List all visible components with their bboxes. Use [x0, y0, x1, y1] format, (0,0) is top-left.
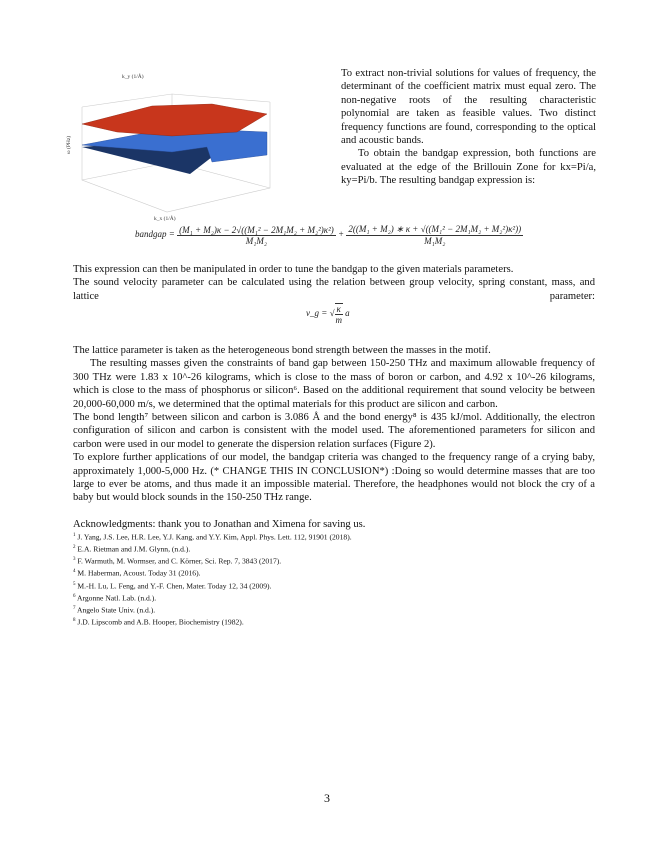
reference-text: M. Haberman, Acoust. Today 31 (2016). — [77, 568, 201, 578]
paragraph: This expression can then be manipulated in order to tune the bandgap to the given materials parameters. — [73, 264, 514, 275]
eq-tail: a — [345, 308, 350, 319]
acknowledgments: Acknowledgments: thank you to Jonathan and Ximena for saving us. — [73, 518, 366, 530]
reference-item — [73, 555, 352, 567]
bandgap-equation — [135, 224, 523, 246]
reference-text: Argonne Natl. Lab. (n.d.). — [76, 593, 157, 603]
eq-term1-numerator: (M₁ + M₂)κ − 2√((M₁² − 2M₁M₂ + M₂²)κ²) — [179, 224, 334, 235]
reference-item — [73, 580, 352, 592]
reference-text: F. Warmuth, M. Wormser, and C. Körner, Sci. Rep. 7, 3843 (2017). — [77, 556, 282, 566]
velocity-equation: v_g = √ $\frac{\kappa}{m}$ a — [306, 304, 350, 325]
paragraph: The resulting masses given the constraints of band gap between 150-250 THz and maximum allowable frequency of 300 THz were 1.83 x 10^-26 kilograms, which is close to the mass of boron or carbon, and 4.92 x 10^-26 kilograms, which is close to the mass of phosphorus or silicon⁶. Based on the additional requirement that sound velocity be between 20,000-60,000 m/s, we determined that the optimal materials for this product are silicon and carbon. — [73, 358, 595, 410]
ky-axis-label: k_y (1/Å) — [122, 74, 144, 80]
reference-number: 1 — [73, 533, 76, 538]
reference-item — [73, 567, 352, 579]
kx-axis-label: k_x (1/Å) — [154, 216, 176, 222]
eq-denominator: m — [335, 315, 342, 325]
reference-text: Angelo State Univ. (n.d.). — [76, 605, 156, 615]
paragraph: The lattice parameter is taken as the heterogeneous bond strength between the masses in the motif. — [73, 345, 491, 356]
reference-number: 5 — [73, 581, 76, 587]
paragraph: The sound velocity parameter can be calculated using the relation between group velocity, spring constant, mass, and lattice parameter: — [73, 277, 595, 302]
dispersion-surface-figure — [62, 62, 274, 222]
eq-numerator: κ — [336, 304, 341, 314]
body-text-main — [73, 344, 595, 531]
paragraph: To extract non-trivial solutions for values of frequency, the determinant of the coefficient matrix must equal zero. The non-negative roots of the resulting characteristic polynomial are taken as feasible values. Two distinct frequency functions are found, corresponding to the optical and acoustic bands. — [341, 68, 596, 147]
reference-number: 8 — [73, 617, 76, 623]
reference-item — [73, 592, 352, 604]
eq-plus: + — [338, 229, 345, 240]
eq-lhs: v_g = — [306, 308, 328, 319]
reference-number: 3 — [73, 557, 76, 563]
paragraph: To obtain the bandgap expression, both functions are evaluated at the edge of the Brillouin Zone for kx=Pi/a, ky=Pi/b. The resulting bandgap expression is: — [341, 148, 596, 187]
reference-item — [73, 531, 352, 543]
reference-text: M.-H. Lu, L. Feng, and Y.-F. Chen, Mater. Today 12, 34 (2009). — [77, 581, 272, 591]
reference-text: E.A. Rietman and J.M. Glynn, (n.d.). — [77, 544, 191, 554]
reference-number: 7 — [73, 605, 76, 611]
reference-text: J.D. Lipscomb and A.B. Hooper, Biochemistry (1982). — [77, 617, 244, 627]
paragraph: The bond length⁷ between silicon and carbon is 3.086 Å and the bond energy⁸ is 435 kJ/mol. Additionally, the electron configuration of silicon and carbon is consistent with the model used. The aforementioned parameters for silicon and carbon were used in our model to generate the dispersion relation surfaces (Figure 2). — [73, 412, 595, 450]
reference-number: 6 — [73, 593, 76, 599]
body-text-top — [73, 263, 595, 303]
reference-item — [73, 616, 352, 628]
reference-item — [73, 604, 352, 616]
z-axis-label: ω (PHz) — [66, 135, 72, 154]
right-column-text — [341, 67, 596, 188]
paragraph: To explore further applications of our model, the bandgap criteria was changed to the frequency range of a crying baby, approximately 1,000-5,000 Hz. (* CHANGE THIS IN CONCLUSION*) :Doing so would determine masses that are too large to ever be atoms, and thus made it an impossible material. Therefore, the headphones would not block the cry of a baby but would block sounds in the 150-250 THz range. — [73, 452, 595, 504]
page-number: 3 — [324, 791, 330, 805]
eq-term1-denominator: M₁M₂ — [245, 235, 268, 246]
eq-term2-denominator: M₁M₂ — [424, 236, 446, 246]
references-list — [73, 531, 352, 628]
reference-number: 2 — [73, 545, 76, 551]
eq-lhs: bandgap = — [135, 229, 175, 240]
eq-term2-numerator: 2((M₁ + M₂) ∗ κ + √((M₁² − 2M₁M₂ + M₂²)κ²)) — [348, 224, 522, 234]
reference-text: J. Yang, J.S. Lee, H.R. Lee, Y.J. Kang, and Y.Y. Kim, Appl. Phys. Lett. 112, 91901 (2018). — [77, 532, 352, 542]
reference-number: 4 — [73, 569, 76, 575]
reference-item — [73, 543, 352, 555]
